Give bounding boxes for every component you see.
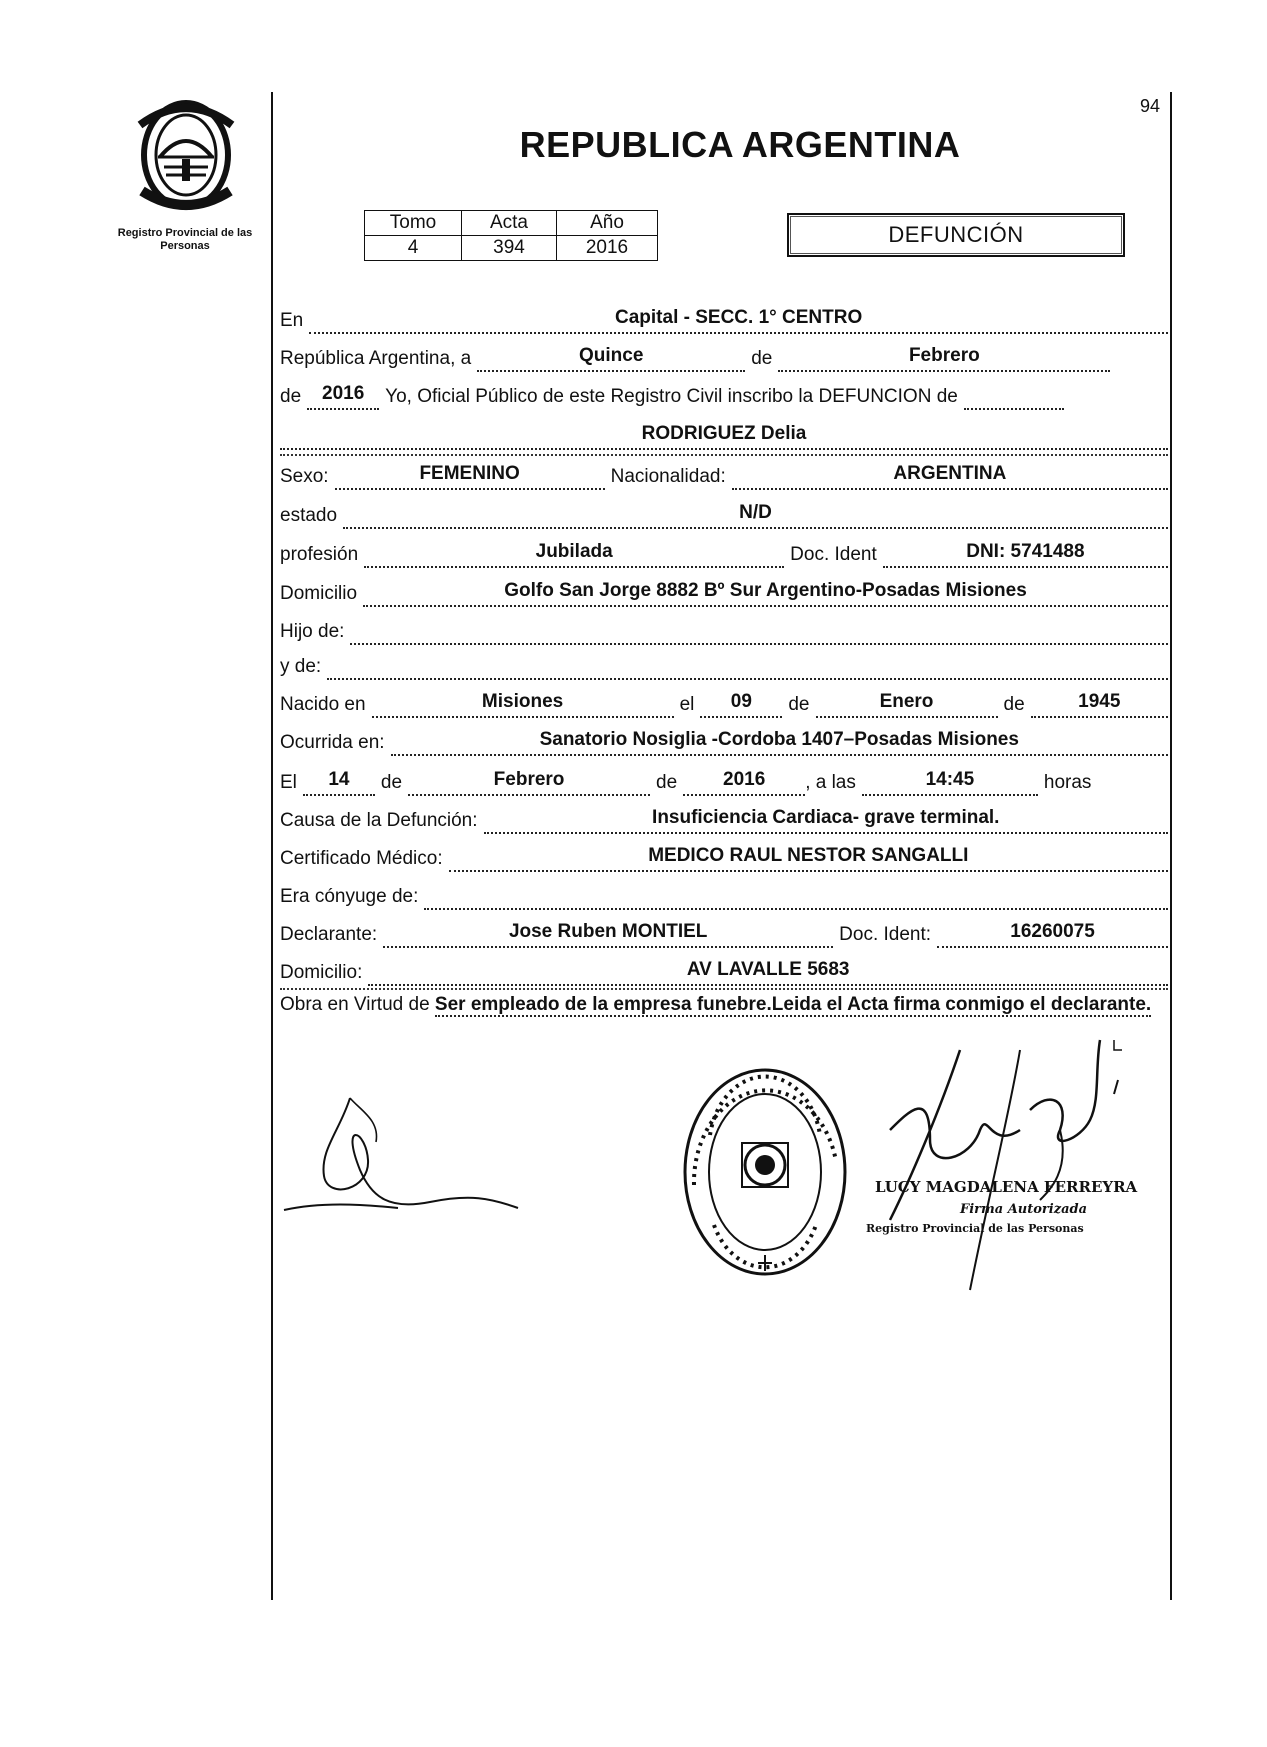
nacionalidad-label: Nacionalidad: [610, 466, 726, 487]
declarante-domicilio-value: AV LAVALLE 5683 [368, 958, 1168, 986]
yde-value [327, 652, 1168, 680]
date-row [280, 338, 1168, 372]
birth-de2-label: de [1003, 694, 1025, 715]
official-role: Firma Autorizada [960, 1202, 1088, 1217]
father-row [280, 611, 1168, 645]
death-date-row [280, 762, 1168, 796]
official-name: LUCY MAGDALENA FERREYRA [875, 1178, 1138, 1196]
registry-name: Registro Provincial de las Personas [117, 227, 253, 252]
deceased-name-value: RODRIGUEZ Delia [280, 422, 1168, 450]
nacionalidad-value: ARGENTINA [732, 462, 1168, 490]
declarante-doc-value: 16260075 [937, 920, 1168, 948]
death-time-value: 14:45 [862, 768, 1038, 796]
nacido-label: Nacido en [280, 694, 366, 715]
death-de-label: de [380, 772, 403, 793]
causa-label: Causa de la Defunción: [280, 810, 478, 831]
sexo-label: Sexo: [280, 466, 329, 487]
horas-label: horas [1043, 772, 1092, 793]
death-year-value: 2016 [683, 768, 805, 796]
registry-seal [680, 1065, 850, 1280]
causa-value: Insuficiencia Cardiaca- grave terminal. [484, 806, 1168, 834]
estado-value: N/D [343, 501, 1168, 529]
el-label: el [679, 694, 695, 715]
obra-divider [280, 988, 1168, 990]
profesion-value: Jubilada [364, 540, 784, 568]
month-text-value: Febrero [778, 344, 1110, 372]
declarant-signature [280, 1090, 530, 1220]
hijo-value [350, 617, 1168, 645]
birth-month-value: Enero [816, 690, 998, 718]
declarante-label: Declarante: [280, 924, 378, 945]
de-year-label: de [280, 386, 302, 407]
yde-label: y de: [280, 656, 322, 677]
sex-nationality-row [280, 456, 1168, 490]
inscription-text: Yo, Oficial Público de este Registro Civil inscribo la DEFUNCION de [385, 386, 958, 407]
place-row [280, 300, 1168, 334]
birth-day-value: 09 [700, 690, 782, 718]
domicilio-label: Domicilio [280, 583, 358, 604]
left-margin-rule [271, 92, 273, 1600]
document-title: REPUBLICA ARGENTINA [519, 124, 961, 165]
tomo-value: 4 [365, 236, 462, 261]
profesion-label: profesión [280, 544, 359, 565]
a-las-label: , a las [805, 772, 856, 793]
inscription-row [280, 376, 1168, 410]
certificate-row [280, 838, 1168, 872]
nacido-value: Misiones [372, 690, 674, 718]
certificado-label: Certificado Médico: [280, 848, 443, 869]
doc-ident-label: Doc. Ident [790, 544, 877, 565]
birth-row [280, 684, 1168, 718]
official-organization: Registro Provincial de las Personas [866, 1222, 1084, 1235]
spouse-row [280, 876, 1168, 910]
doc-ident2-label: Doc. Ident: [839, 924, 932, 945]
estado-row [280, 495, 1168, 529]
el-cap-label: El [280, 772, 297, 793]
deceased-name-row [280, 416, 1168, 450]
year-value: 2016 [307, 382, 379, 410]
profession-row [280, 534, 1168, 568]
document-type-box: DEFUNCIÓN [787, 213, 1125, 257]
hijo-label: Hijo de: [280, 621, 345, 642]
occurred-row [280, 722, 1168, 756]
declarant-address-row [280, 952, 1168, 986]
cause-row [280, 800, 1168, 834]
domicilio-value: Golfo San Jorge 8882 Bº Sur Argentino-Posadas Misiones [363, 579, 1168, 607]
address-row [280, 573, 1168, 607]
anio-value: 2016 [557, 236, 658, 261]
mother-row [280, 646, 1168, 680]
acta-value: 394 [462, 236, 557, 261]
official-signature [870, 1020, 1130, 1320]
declarant-row [280, 914, 1168, 948]
birth-year-value: 1945 [1031, 690, 1168, 718]
estado-label: estado [280, 505, 338, 526]
birth-de-label: de [788, 694, 810, 715]
reference-header-row [365, 211, 658, 236]
conyuge-value [424, 882, 1168, 910]
tomo-header: Tomo [365, 211, 462, 236]
reference-value-row [365, 236, 658, 261]
death-day-value: 14 [303, 768, 375, 796]
day-text-value: Quince [477, 344, 745, 372]
en-label: En [280, 310, 304, 331]
page-number: 94 [1140, 96, 1161, 116]
reference-table [364, 210, 658, 261]
ocurrida-value: Sanatorio Nosiglia -Cordoba 1407–Posadas Misiones [391, 728, 1168, 756]
place-value: Capital - SECC. 1° CENTRO [309, 306, 1168, 334]
domicilio2-label: Domicilio: [280, 962, 363, 983]
declarante-value: Jose Ruben MONTIEL [383, 920, 833, 948]
obra-paragraph [280, 992, 1168, 1018]
acta-header: Acta [462, 211, 557, 236]
obra-label: Obra en Virtud de [280, 994, 430, 1015]
sexo-value: FEMENINO [335, 462, 605, 490]
obra-value: Ser empleado de la empresa funebre.Leida el Acta firma conmigo el declarante. [434, 994, 1152, 1015]
death-de2-label: de [656, 772, 678, 793]
province-shield-logo [130, 95, 242, 213]
conyuge-label: Era cónyuge de: [280, 886, 419, 907]
republica-label: República Argentina, a [280, 348, 472, 369]
death-month-value: Febrero [408, 768, 650, 796]
inscription-blank [964, 382, 1064, 410]
ocurrida-label: Ocurrida en: [280, 732, 385, 753]
certificado-value: MEDICO RAUL NESTOR SANGALLI [449, 844, 1168, 872]
doc-ident-value: DNI: 5741488 [883, 540, 1168, 568]
right-margin-rule [1170, 92, 1172, 1600]
de-label: de [751, 348, 773, 369]
anio-header: Año [557, 211, 658, 236]
